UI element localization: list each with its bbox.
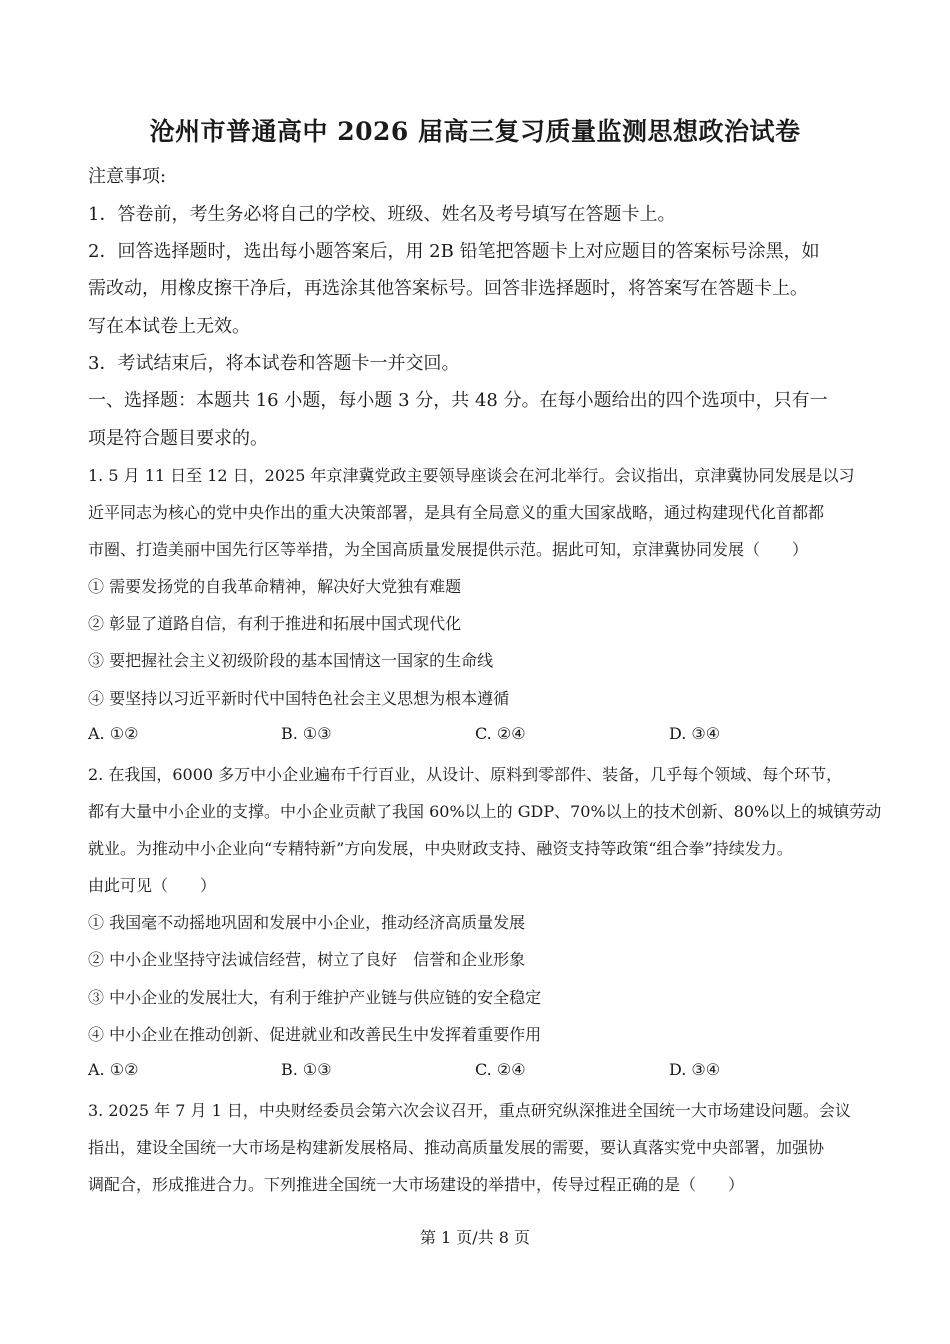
option-d: D. ③④ bbox=[669, 724, 721, 743]
question-3-stem: 3. 2025 年 7 月 1 日，中央财经委员会第六次会议召开，重点研究纵深推进全国统一大市场建设问题。会议 bbox=[88, 1101, 851, 1120]
section-heading: 项是符合题目要求的。 bbox=[88, 428, 268, 449]
question-1-item: ④ 要坚持以习近平新时代中国特色社会主义思想为根本遵循 bbox=[88, 689, 510, 708]
question-2-item: ① 我国毫不动摇地巩固和发展中小企业，推动经济高质量发展 bbox=[88, 913, 526, 932]
option-a: A. ①② bbox=[88, 724, 139, 743]
option-a: A. ①② bbox=[88, 1060, 139, 1079]
page-footer: 第 1 页/共 8 页 bbox=[419, 1228, 531, 1247]
question-1-item: ③ 要把握社会主义初级阶段的基本国情这一国家的生命线 bbox=[88, 651, 494, 670]
notice-line: 3．考试结束后，将本试卷和答题卡一并交回。 bbox=[88, 353, 460, 374]
section-heading: 一、选择题：本题共 16 小题，每小题 3 分，共 48 分。在每小题给出的四个选项中，只有一 bbox=[88, 390, 828, 411]
question-2-item: ③ 中小企业的发展壮大，有利于维护产业链与供应链的安全稳定 bbox=[88, 988, 542, 1007]
notice-line: 2．回答选择题时，选出每小题答案后，用 2B 铅笔把答题卡上对应题目的答案标号涂黑，如 bbox=[88, 241, 820, 262]
question-1-item: ① 需要发扬党的自我革命精神，解决好大党独有难题 bbox=[88, 577, 462, 596]
question-2-stem: 就业。为推动中小企业向“专精特新”方向发展，中央财政支持、融资支持等政策“组合拳”持续发力。 bbox=[88, 839, 793, 858]
question-2-item: ② 中小企业坚持守法诚信经营，树立了良好 信誉和企业形象 bbox=[88, 950, 526, 969]
notice-line: 1．答卷前，考生务必将自己的学校、班级、姓名及考号填写在答题卡上。 bbox=[88, 204, 676, 225]
question-2-item: ④ 中小企业在推动创新、促进就业和改善民生中发挥着重要作用 bbox=[88, 1025, 542, 1044]
page-title: 沧州市普通高中 2026 届高三复习质量监测思想政治试卷 bbox=[149, 117, 801, 146]
option-b: B. ①③ bbox=[281, 724, 332, 743]
question-1-item: ② 彰显了道路自信，有利于推进和拓展中国式现代化 bbox=[88, 614, 462, 633]
question-3-stem: 调配合，形成推进合力。下列推进全国统一大市场建设的举措中，传导过程正确的是（ ） bbox=[88, 1175, 745, 1194]
question-1-stem: 市圈、打造美丽中国先行区等举措，为全国高质量发展提供示范。据此可知，京津冀协同发展（ ） bbox=[88, 540, 809, 559]
notice-line: 需改动，用橡皮擦干净后，再选涂其他答案标号。回答非选择题时，将答案写在答题卡上。 bbox=[88, 278, 808, 299]
notice-line: 写在本试卷上无效。 bbox=[88, 316, 250, 337]
notice-heading: 注意事项: bbox=[88, 166, 167, 187]
question-2-stem: 都有大量中小企业的支撑。中小企业贡献了我国 60%以上的 GDP、70%以上的技术创新、80%以上的城镇劳动 bbox=[88, 802, 882, 821]
question-2-stem: 由此可见（ ） bbox=[88, 876, 217, 895]
question-2-stem: 2. 在我国，6000 多万中小企业遍布千行百业，从设计、原料到零部件、装备，几乎每个领域、每个环节， bbox=[88, 765, 843, 784]
option-d: D. ③④ bbox=[669, 1060, 721, 1079]
option-c: C. ②④ bbox=[475, 1060, 526, 1079]
option-c: C. ②④ bbox=[475, 724, 526, 743]
question-3-stem: 指出，建设全国统一大市场是构建新发展格局、推动高质量发展的需要，要认真落实党中央部署，加强协 bbox=[88, 1138, 825, 1157]
option-b: B. ①③ bbox=[281, 1060, 332, 1079]
question-1-stem: 近平同志为核心的党中央作出的重大决策部署，是具有全局意义的重大国家战略，通过构建现代化首都都 bbox=[88, 503, 825, 522]
question-1-stem: 1. 5 月 11 日至 12 日，2025 年京津冀党政主要领导座谈会在河北举行。会议指出，京津冀协同发展是以习 bbox=[88, 466, 855, 485]
